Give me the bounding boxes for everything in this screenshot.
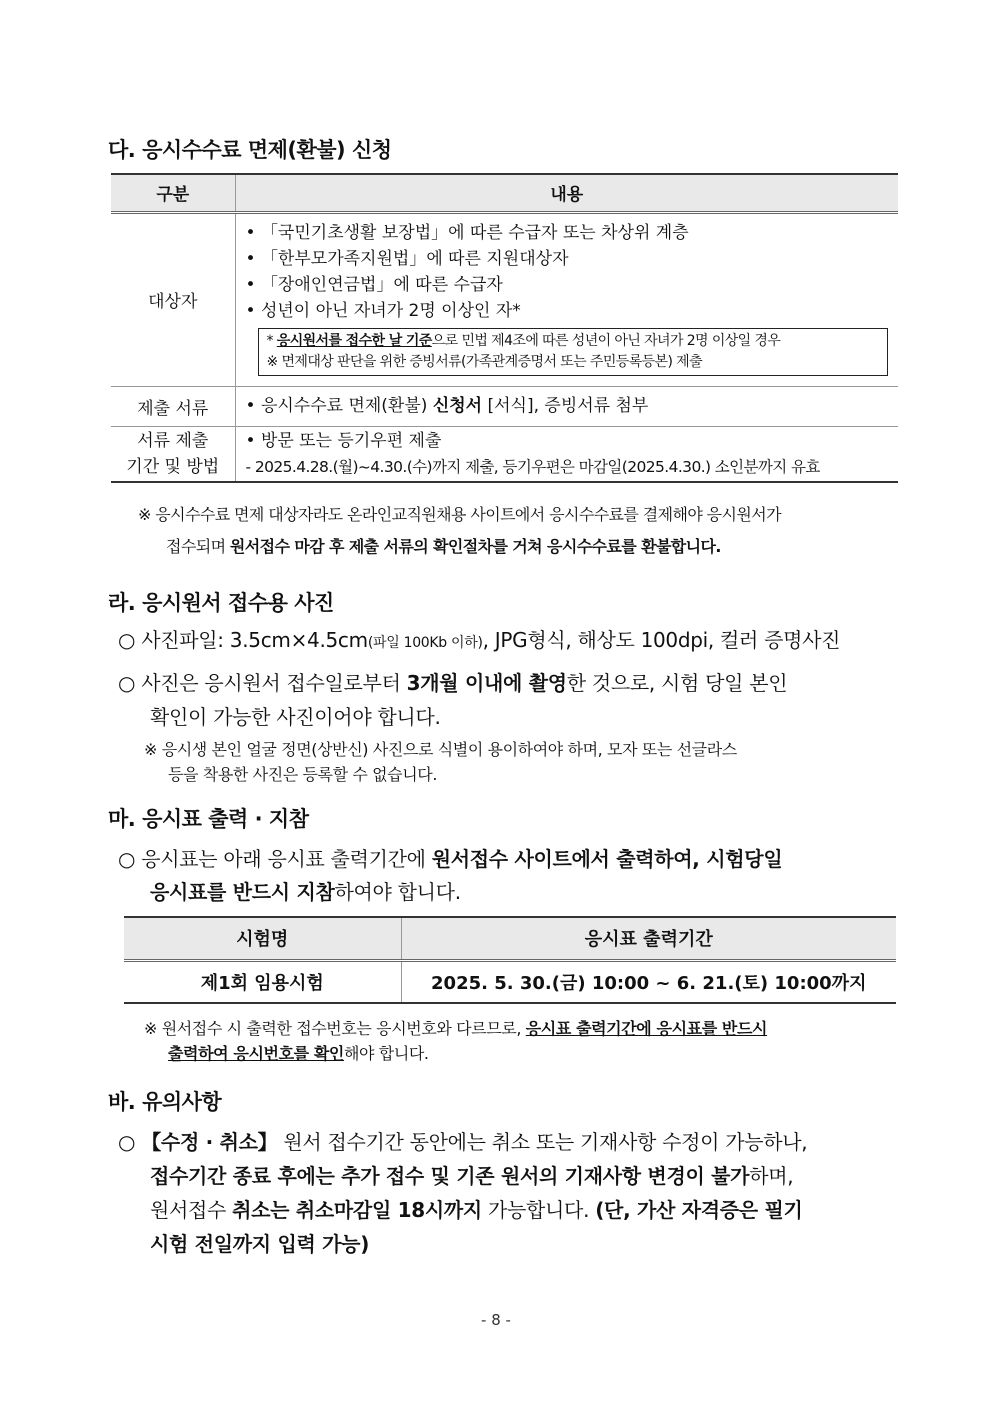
table-header-exam: 시험명 [124, 917, 401, 960]
remark-line-1: ※ 응시수수료 면제 대상자라도 온라인교직원채용 사이트에서 응시수수료를 결제해야 응시원서가 [138, 505, 781, 524]
photo-note-line-1: ※ 응시생 본인 얼굴 정면(상반신) 사진으로 식별이 용이하여야 하며, 모자 또는 선글라스 [144, 740, 737, 759]
table-header-content: 내용 [235, 174, 898, 212]
print-period-cell: 2025. 5. 30.(금) 10:00 ~ 6. 21.(토) 10:00까지 [401, 960, 896, 1003]
exam-name-cell: 제1회 임용시험 [124, 960, 401, 1003]
notes-line-3: 원서접수 취소는 취소마감일 18시까지 가능합니다. (단, 가산 자격증은 필기 [150, 1198, 803, 1222]
section-title-photo: 라. 응시원서 접수용 사진 [108, 591, 334, 615]
list-item: • 「장애인연금법」에 따른 수급자 [236, 272, 899, 298]
section-title-fee-exemption: 다. 응시수수료 면제(환불) 신청 [108, 138, 392, 162]
table-header-category: 구분 [111, 174, 235, 212]
ticket-print-table [124, 916, 896, 1004]
note-box [258, 328, 889, 376]
notes-line-2: 접수기간 종료 후에는 추가 접수 및 기존 원서의 기재사항 변경이 불가하며, [150, 1164, 794, 1188]
note-line-2: ※ 면제대상 판단을 위한 증빙서류(가족관계증명서 또는 주민등록등본) 제출 [266, 353, 703, 370]
remark-line-2: 접수되며 원서접수 마감 후 제출 서류의 확인절차를 거쳐 응시수수료를 환불합니다. [166, 537, 721, 556]
list-item: • 「한부모가족지원법」에 따른 지원대상자 [236, 246, 899, 272]
notes-line-4: 시험 전일까지 입력 가능) [150, 1232, 370, 1256]
list-item: • 「국민기초생활 보장법」에 따른 수급자 또는 차상위 계층 [236, 220, 899, 246]
row-content-period: • 방문 또는 등기우편 제출 - 2025.4.28.(월)~4.30.(수)까지 제출, 등기우편은 마감일(2025.4.30.) 소인분까지 유효 [235, 426, 898, 482]
section-title-notes: 바. 유의사항 [108, 1090, 222, 1114]
notes-line-1: ○ 【수정 · 취소】 원서 접수기간 동안에는 취소 또는 기재사항 수정이 가능하나, [118, 1130, 808, 1154]
row-label-period: 서류 제출 기간 및 방법 [111, 426, 235, 482]
page-number: - 8 - [481, 1311, 511, 1329]
row-label-documents: 제출 서류 [111, 386, 235, 426]
list-item: • 성년이 아닌 자녀가 2명 이상인 자* [236, 298, 899, 324]
fee-exemption-table [111, 173, 898, 483]
row-content-documents: • 응시수수료 면제(환불) 신청서 [서식], 증빙서류 첨부 [235, 386, 898, 426]
ticket-note-line-1: ※ 원서접수 시 출력한 접수번호는 응시번호와 다르므로, 응시표 출력기간에 응시표를 반드시 [144, 1019, 768, 1038]
ticket-item-line-1: ○ 응시표는 아래 응시표 출력기간에 원서접수 사이트에서 출력하여, 시험당일 [118, 847, 783, 871]
photo-item-2: ○ 사진은 응시원서 접수일로부터 3개월 이내에 촬영한 것으로, 시험 당일 본인 [118, 671, 788, 695]
table-header-print-period: 응시표 출력기간 [401, 917, 896, 960]
section-title-admission-ticket: 마. 응시표 출력 · 지참 [108, 807, 309, 831]
ticket-note-line-2: 출력하여 응시번호를 확인해야 합니다. [168, 1044, 429, 1063]
row-content-target [235, 212, 898, 386]
row-label-target: 대상자 [111, 212, 235, 386]
photo-item-1: ○ 사진파일: 3.5cm×4.5cm(파일 100Kb 이하), JPG형식, 해상도 100dpi, 컬러 증명사진 [118, 628, 841, 652]
photo-item-2-cont: 확인이 가능한 사진이어야 합니다. [150, 705, 441, 729]
ticket-item-line-2: 응시표를 반드시 지참하여야 합니다. [150, 880, 461, 904]
note-line-1: * 응시원서를 접수한 날 기준으로 민법 제4조에 따른 성년이 아닌 자녀가 2명 이상일 경우 [266, 332, 781, 349]
photo-note-line-2: 등을 착용한 사진은 등록할 수 없습니다. [168, 765, 438, 784]
